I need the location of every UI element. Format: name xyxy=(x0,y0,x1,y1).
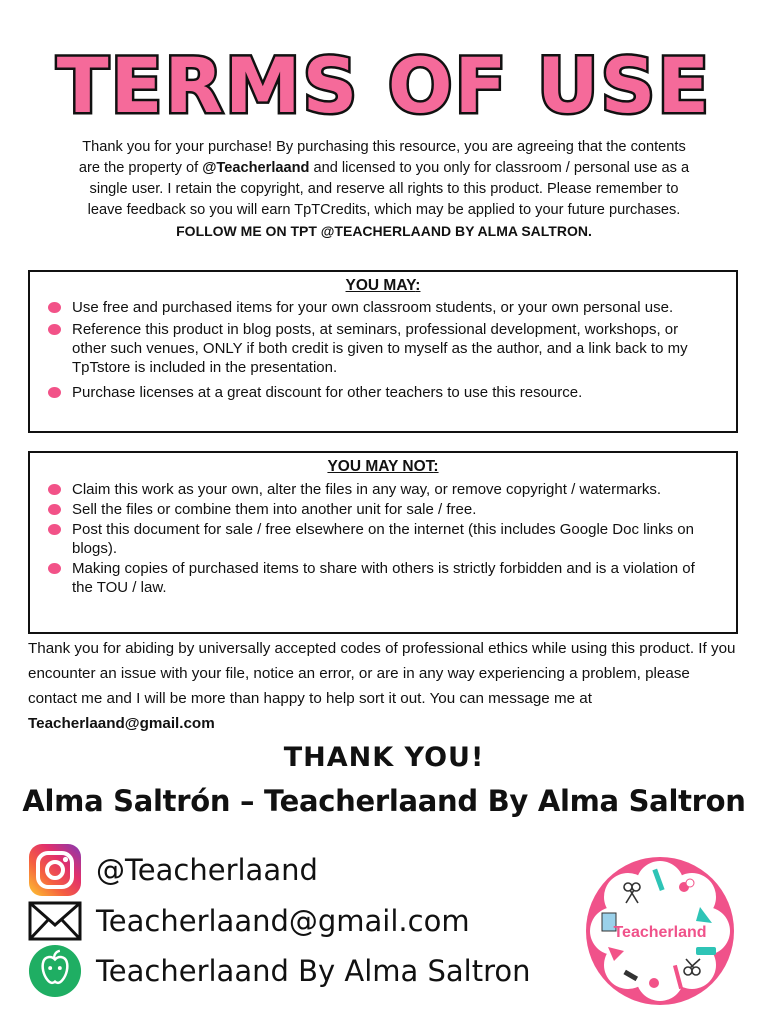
intro-line: Thank you for your purchase! By purchasing this resource, you are agreeing that the contents xyxy=(82,139,686,155)
bullet-dot xyxy=(48,484,61,495)
author-line: Alma Saltrón – Teacherlaand By Alma Saltron xyxy=(22,784,746,818)
instagram-icon xyxy=(28,843,82,897)
page-title xyxy=(0,38,768,128)
list-item: Making copies of purchased items to share with others is strictly forbidden and is a violation of the TOU / law. xyxy=(42,559,736,597)
intro-paragraph xyxy=(28,137,740,242)
thank-you-heading: THANK YOU! xyxy=(283,742,485,773)
you-may-not-list xyxy=(30,480,736,597)
tpt-store-contact[interactable] xyxy=(28,944,531,998)
email-contact[interactable] xyxy=(28,894,470,948)
you-may-heading: YOU MAY: xyxy=(345,277,421,294)
instagram-contact[interactable] xyxy=(28,843,318,897)
title-text: TERMS OF USE xyxy=(56,41,712,128)
list-item: Sell the files or combine them into another unit for sale / free. xyxy=(42,500,736,519)
closing-email-link[interactable]: Teacherlaand@gmail.com xyxy=(28,715,215,732)
you-may-box xyxy=(28,270,738,433)
logo-text: Teacherland xyxy=(613,924,707,941)
follow-line: FOLLOW ME ON TPT @TEACHERLAAND BY ALMA SALTRON. xyxy=(176,223,592,239)
envelope-icon xyxy=(28,894,82,948)
you-may-not-heading: YOU MAY NOT: xyxy=(327,458,439,475)
bullet-dot xyxy=(48,504,61,515)
list-item: Claim this work as your own, alter the files in any way, or remove copyright / watermarks. xyxy=(42,480,736,499)
bullet-dot xyxy=(48,563,61,574)
tpt-store-name[interactable]: Teacherlaand By Alma Saltron xyxy=(96,954,531,988)
closing-paragraph: Thank you for abiding by universally accepted codes of professional ethics while using this product. If you encounter an issue with your file, notice an error, or are in any way experiencing a problem, please contact me and I will be more than happy to help sort it out. You can message me at Teacherlaand@gmail.com xyxy=(28,640,736,732)
you-may-list xyxy=(30,298,736,402)
store-handle: @Teacherlaand xyxy=(202,160,310,176)
bullet-dot xyxy=(48,302,61,313)
list-item: Purchase licenses at a great discount for other teachers to use this resource. xyxy=(42,383,736,402)
bullet-dot xyxy=(48,524,61,535)
you-may-not-box xyxy=(28,451,738,634)
list-item: Reference this product in blog posts, at seminars, professional development, workshops, or other such venues, ONLY if both credit is given to myself as the author, and a link back to my TpTstore is included in the presentation. xyxy=(42,320,736,377)
bullet-dot xyxy=(48,324,61,335)
email-address[interactable]: Teacherlaand@gmail.com xyxy=(96,904,470,938)
title-graphic xyxy=(24,38,744,128)
instagram-handle[interactable]: @Teacherlaand xyxy=(96,853,318,887)
intro-line: are the property of @Teacherlaand and licensed to you only for classroom / personal use as a xyxy=(78,160,690,176)
tpt-apple-icon xyxy=(28,944,82,998)
list-item: Use free and purchased items for your own classroom students, or your own personal use. xyxy=(42,298,736,317)
intro-line: single user. I retain the copyright, and reserve all rights to this product. Please remember to xyxy=(89,181,679,197)
teacherland-logo xyxy=(584,855,736,1007)
list-item: Post this document for sale / free elsewhere on the internet (this includes Google Doc links on blogs). xyxy=(42,520,736,558)
bullet-dot xyxy=(48,387,61,398)
intro-line: leave feedback so you will earn TpTCredits, which may be applied to your future purchases. xyxy=(87,202,681,218)
